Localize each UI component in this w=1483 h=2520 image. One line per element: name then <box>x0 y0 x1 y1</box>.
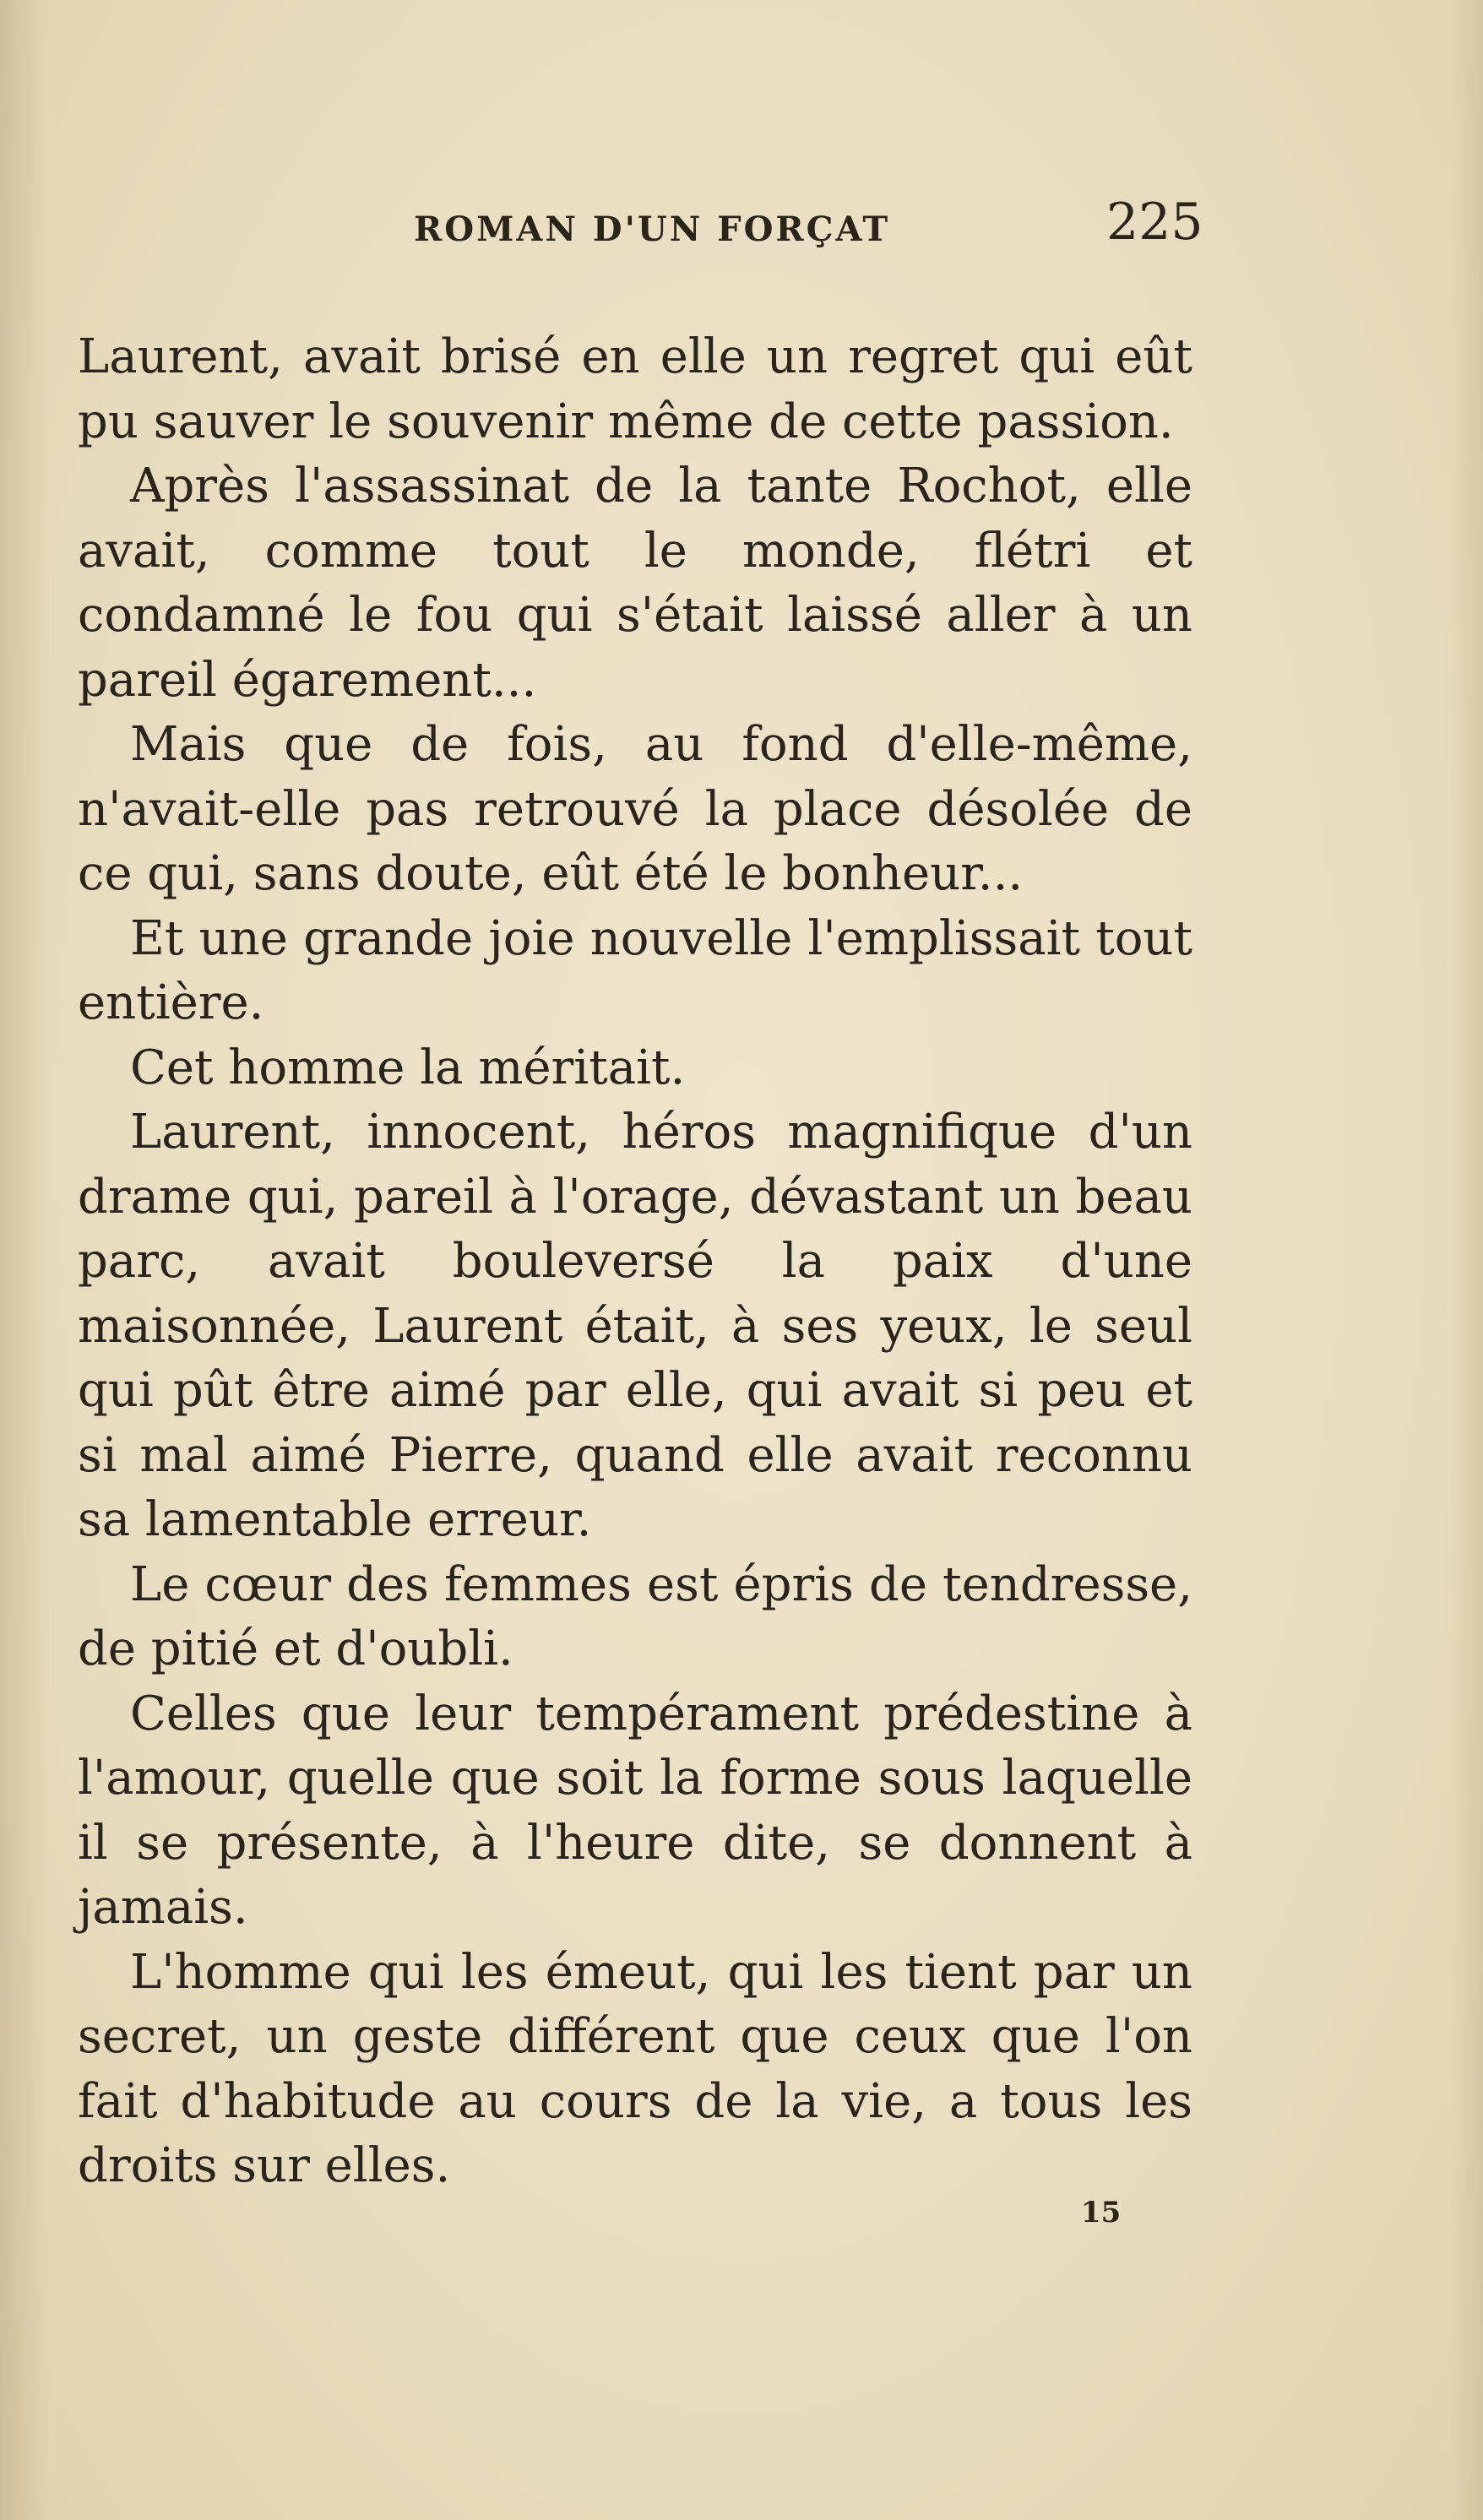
paragraph: Laurent, innocent, héros magnifique d'un drame qui, pareil à l'orage, dévastant un beau parc, avait bouleversé la paix d'une maisonnée, Laurent était, à ses yeux, le seul qui pût être aimé par elle, qui avait si peu et si mal aimé Pierre, quand elle avait reconnu sa lamentable erreur. <box>78 1105 1192 1547</box>
paragraph: Après l'assassinat de la tante Rochot, elle avait, comme tout le monde, flétri et condamné le fou qui s'était laissé aller à un pareil égarement... <box>78 459 1192 708</box>
signature-mark: 15 <box>1081 2196 1122 2229</box>
paragraph: Celles que leur tempérament prédestine à l'amour, quelle que soit la forme sous laquelle il se présente, à l'heure dite, se donnent à jamais. <box>78 1686 1192 1935</box>
paragraph: L'homme qui les émeut, qui les tient par un secret, un geste différent que ceux que l'on fait d'habitude au cours de la vie, a tous les droits sur elles. <box>78 1944 1192 2193</box>
paragraph: Le cœur des femmes est épris de tendresse, de pitié et d'oubli. <box>78 1556 1192 1676</box>
paragraph: Mais que de fois, au fond d'elle-même, n'avait-elle pas retrouvé la place désolée de ce qui, sans doute, eût été le bonheur... <box>78 717 1192 901</box>
paragraph: Cet homme la méritait. <box>130 1040 686 1095</box>
running-title: ROMAN D'UN FORÇAT <box>414 209 891 249</box>
paragraph: Et une grande joie nouvelle l'emplissait tout entière. <box>78 910 1192 1030</box>
body-text <box>78 325 1192 2199</box>
page-number: 225 <box>1106 193 1203 252</box>
paragraph: Laurent, avait brisé en elle un regret qui eût pu sauver le souvenir même de cette passion. <box>78 329 1192 449</box>
